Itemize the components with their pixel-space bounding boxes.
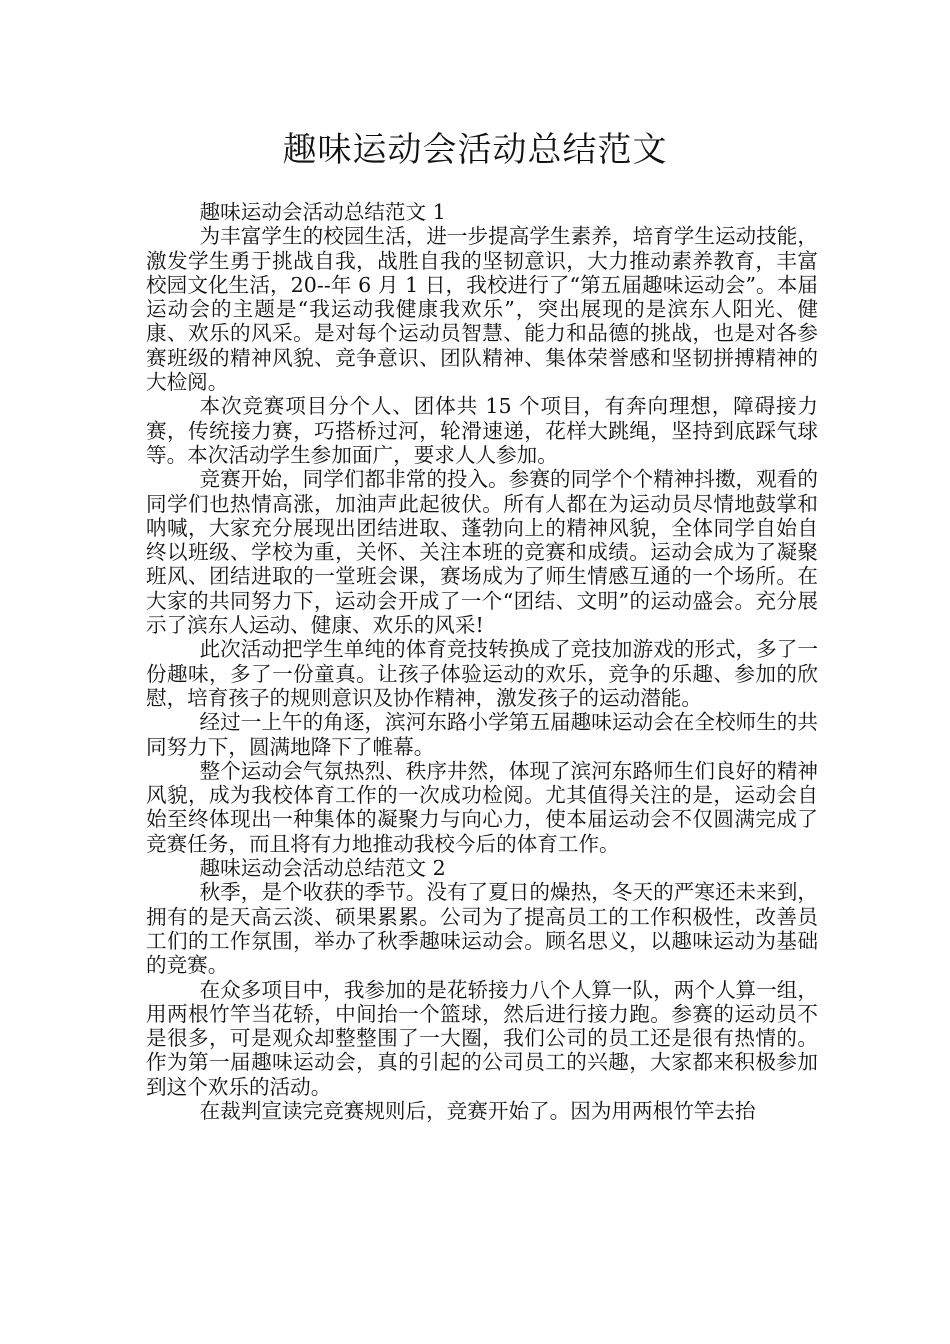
paragraph: 本次竞赛项目分个人、团体共 15 个项目，有奔向理想，障碍接力赛，传统接力赛，巧搭桥过河，轮滑速递，花样大跳绳，坚持到底踩气球等。本次活动学生参加面广，要求人人参加。	[146, 394, 818, 467]
document-body	[146, 200, 818, 1123]
section-heading: 趣味运动会活动总结范文 1	[199, 200, 446, 224]
paragraph: 为丰富学生的校园生活，进一步提高学生素养，培育学生运动技能，激发学生勇于挑战自我，战胜自我的坚韧意识，大力推动素养教育，丰富校园文化生活，20--年 6 月 1 日，我校进行了“第五届趣味运动会”。本届运动会的主题是“我运动我健康我欢乐”，突出展现的是滨东人阳光、健康、欢乐的风采。是对每个运动员智慧、能力和品德的挑战，也是对各参赛班级的精神风貌、竞争意识、团队精神、集体荣誉感和坚韧拼搏精神的大检阅。	[146, 224, 818, 395]
section-heading: 趣味运动会活动总结范文 2	[199, 856, 446, 881]
paragraph: 秋季，是个收获的季节。没有了夏日的燥热，冬天的严寒还未来到，拥有的是天高云淡、硕果累累。公司为了提高员工的工作积极性，改善员工们的工作氛围，举办了秋季趣味运动会。顾名思义，以趣味运动为基础的竞赛。	[146, 880, 818, 978]
paragraph: 在众多项目中，我参加的是花轿接力八个人算一队，两个人算一组，用两根竹竿当花轿，中间抬一个篮球，然后进行接力跑。参赛的运动员不是很多，可是观众却整整围了一大圈，我们公司的员工还是很有热情的。作为第一届趣味运动会，真的引起的公司员工的兴趣，大家都来积极参加到这个欢乐的活动。	[146, 977, 818, 1099]
paragraph: 在裁判宣读完竞赛规则后，竞赛开始了。因为用两根竹竿去抬	[199, 1098, 756, 1123]
paragraph: 此次活动把学生单纯的体育竞技转换成了竞技加游戏的形式，多了一份趣味，多了一份童真。让孩子体验运动的欢乐，竞争的乐趣、参加的欣慰，培育孩子的规则意识及协作精神，激发孩子的运动潜能。	[146, 637, 818, 710]
paragraph: 经过一上午的角逐，滨河东路小学第五届趣味运动会在全校师生的共同努力下，圆满地降下了帷幕。	[146, 710, 818, 759]
paragraph: 整个运动会气氛热烈、秩序井然，体现了滨河东路师生们良好的精神风貌，成为我校体育工作的一次成功检阅。尤其值得关注的是，运动会自始至终体现出一种集体的凝聚力与向心力，使本届运动会不仅圆满完成了竞赛任务，而且将有力地推动我校今后的体育工作。	[146, 758, 818, 856]
page-title: 趣味运动会活动总结范文	[282, 130, 668, 170]
paragraph: 竞赛开始，同学们都非常的投入。参赛的同学个个精神抖擞，观看的同学们也热情高涨，加油声此起彼伏。所有人都在为运动员尽情地鼓掌和呐喊，大家充分展现出团结进取、蓬勃向上的精神风貌，全体同学自始自终以班级、学校为重，关怀、关注本班的竞赛和成绩。运动会成为了凝聚班风、团结进取的一堂班会课，赛场成为了师生情感互通的一个场所。在大家的共同努力下，运动会开成了一个“团结、文明”的运动盛会。充分展示了滨东人运动、健康、欢乐的风采!	[146, 467, 818, 638]
